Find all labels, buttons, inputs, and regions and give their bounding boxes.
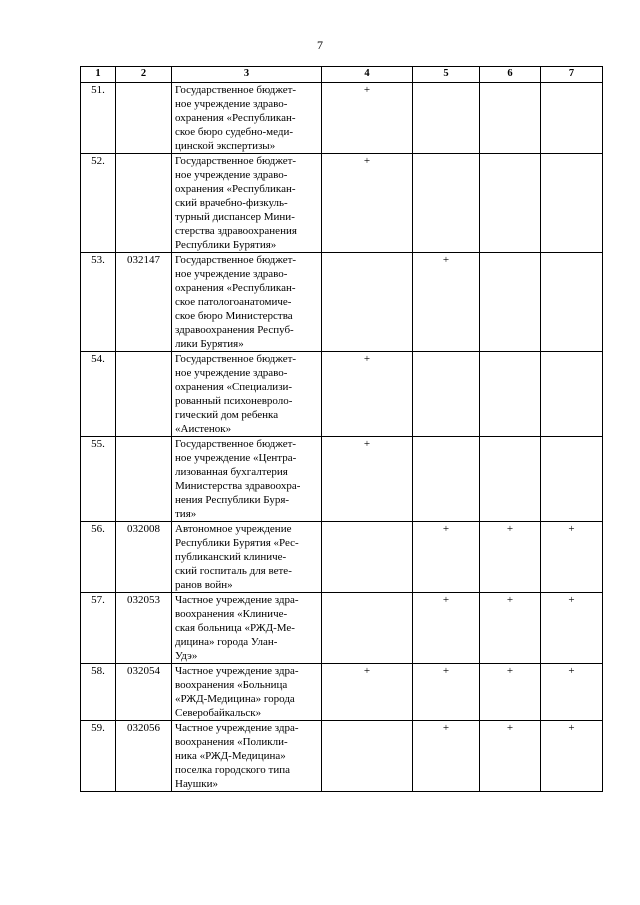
institution-name-line: Государственное бюджет- — [175, 84, 297, 96]
mark-c7 — [541, 154, 603, 253]
institution-name-line: ника «РЖД-Медицина» — [175, 750, 286, 762]
mark-c4 — [322, 593, 413, 664]
institution-name-line: ное учреждение здраво- — [175, 268, 288, 280]
institution-name — [172, 437, 322, 522]
mark-c5 — [413, 437, 480, 522]
mark-c5: + — [413, 522, 480, 593]
institution-name-line: воохранения «Поликли- — [175, 736, 288, 748]
mark-c7 — [541, 83, 603, 154]
institution-name-line: Частное учреждение здра- — [175, 594, 299, 606]
table-row — [81, 83, 603, 154]
row-number: 52. — [81, 154, 116, 253]
institution-name-line: Государственное бюджет- — [175, 438, 297, 450]
institution-name-line: ное учреждение здраво- — [175, 367, 288, 379]
institution-name-line: публиканский клиниче- — [175, 551, 287, 563]
mark-c7 — [541, 253, 603, 352]
col-header-4: 4 — [322, 67, 413, 83]
institution-name-line: ное учреждение здраво- — [175, 169, 288, 181]
mark-c4: + — [322, 83, 413, 154]
institution-name-line: Удэ» — [175, 650, 198, 662]
mark-c6 — [480, 154, 541, 253]
institution-name-line: Наушки» — [175, 778, 218, 790]
institution-name-line: здравоохранения Респуб- — [175, 324, 294, 336]
institution-code: 032147 — [116, 253, 172, 352]
institution-name-line: Республики Бурятия «Рес- — [175, 537, 299, 549]
mark-c6: + — [480, 522, 541, 593]
institution-name-line: ское бюро судебно-меди- — [175, 126, 294, 138]
institution-name — [172, 253, 322, 352]
mark-c6: + — [480, 664, 541, 721]
institution-name-line: тия» — [175, 508, 197, 520]
mark-c5 — [413, 83, 480, 154]
col-header-5: 5 — [413, 67, 480, 83]
institution-name — [172, 154, 322, 253]
institution-name-line: Частное учреждение здра- — [175, 722, 299, 734]
mark-c6 — [480, 352, 541, 437]
institution-name-line: лики Бурятия» — [175, 338, 244, 350]
institution-code — [116, 437, 172, 522]
institution-name-line: охранения «Республикан- — [175, 282, 296, 294]
col-header-3: 3 — [172, 67, 322, 83]
mark-c5: + — [413, 721, 480, 792]
institution-name-line: охранения «Республикан- — [175, 112, 296, 124]
institution-name-line: Частное учреждение здра- — [175, 665, 299, 677]
mark-c4: + — [322, 437, 413, 522]
institution-name-line: Государственное бюджет- — [175, 155, 297, 167]
table-row — [81, 593, 603, 664]
institution-name-line: ское патологоанатомиче- — [175, 296, 292, 308]
institution-name — [172, 522, 322, 593]
mark-c4: + — [322, 154, 413, 253]
mark-c7: + — [541, 593, 603, 664]
table-row — [81, 522, 603, 593]
institution-name-line: Автономное учреждение — [175, 523, 292, 535]
mark-c5: + — [413, 664, 480, 721]
row-number: 59. — [81, 721, 116, 792]
institution-name-line: ранов войн» — [175, 579, 233, 591]
row-number: 56. — [81, 522, 116, 593]
institution-name-line: нения Республики Буря- — [175, 494, 290, 506]
institution-name — [172, 721, 322, 792]
institution-name-line: ская больница «РЖД-Ме- — [175, 622, 295, 634]
institution-name-line: Министерства здравоохра- — [175, 480, 301, 492]
institution-name-line: ский врачебно-физкуль- — [175, 197, 288, 209]
mark-c6: + — [480, 721, 541, 792]
mark-c4 — [322, 253, 413, 352]
row-number: 51. — [81, 83, 116, 154]
institution-code: 032056 — [116, 721, 172, 792]
mark-c4: + — [322, 352, 413, 437]
institution-name-line: Республики Бурятия» — [175, 239, 277, 251]
row-number: 55. — [81, 437, 116, 522]
institution-code — [116, 154, 172, 253]
institution-code: 032008 — [116, 522, 172, 593]
table-row — [81, 437, 603, 522]
institution-name-line: дицина» города Улан- — [175, 636, 278, 648]
row-number: 58. — [81, 664, 116, 721]
table-row — [81, 154, 603, 253]
mark-c6: + — [480, 593, 541, 664]
institution-name-line: ное учреждение «Центра- — [175, 452, 297, 464]
institution-name-line: охранения «Республикан- — [175, 183, 296, 195]
institution-name-line: ское бюро Министерства — [175, 310, 293, 322]
mark-c4: + — [322, 664, 413, 721]
mark-c7 — [541, 352, 603, 437]
institution-code — [116, 83, 172, 154]
mark-c7: + — [541, 522, 603, 593]
mark-c5 — [413, 352, 480, 437]
row-number: 53. — [81, 253, 116, 352]
mark-c4 — [322, 721, 413, 792]
col-header-7: 7 — [541, 67, 603, 83]
mark-c7 — [541, 437, 603, 522]
institution-name-line: «Аистенок» — [175, 423, 232, 435]
mark-c6 — [480, 253, 541, 352]
row-number: 54. — [81, 352, 116, 437]
institution-name-line: лизованная бухгалтерия — [175, 466, 288, 478]
mark-c5: + — [413, 593, 480, 664]
institution-name-line: Государственное бюджет- — [175, 353, 297, 365]
institution-name-line: ное учреждение здраво- — [175, 98, 288, 110]
institution-name — [172, 664, 322, 721]
mark-c7: + — [541, 721, 603, 792]
page-number: 7 — [317, 38, 323, 52]
institution-name-line: цинской экспертизы» — [175, 140, 276, 152]
institution-code: 032054 — [116, 664, 172, 721]
institution-name-line: охранения «Специализи- — [175, 381, 293, 393]
institution-name-line: ский госпиталь для вете- — [175, 565, 292, 577]
institution-name-line: воохранения «Клиниче- — [175, 608, 288, 620]
mark-c6 — [480, 437, 541, 522]
institution-name-line: Государственное бюджет- — [175, 254, 297, 266]
mark-c7: + — [541, 664, 603, 721]
institution-name-line: Северобайкальск» — [175, 707, 262, 719]
institution-name-line: поселка городского типа — [175, 764, 290, 776]
header-row — [81, 67, 603, 83]
row-number: 57. — [81, 593, 116, 664]
institution-name-line: турный диспансер Мини- — [175, 211, 295, 223]
institution-name-line: рованный психоневроло- — [175, 395, 293, 407]
mark-c5 — [413, 154, 480, 253]
mark-c6 — [480, 83, 541, 154]
col-header-1: 1 — [81, 67, 116, 83]
table-row — [81, 721, 603, 792]
mark-c5: + — [413, 253, 480, 352]
institution-name — [172, 352, 322, 437]
mark-c4 — [322, 522, 413, 593]
institution-name — [172, 593, 322, 664]
institution-code — [116, 352, 172, 437]
table-row — [81, 253, 603, 352]
col-header-6: 6 — [480, 67, 541, 83]
institution-name-line: воохранения «Больница — [175, 679, 288, 691]
institution-name-line: стерства здравоохранения — [175, 225, 297, 237]
table-row — [81, 352, 603, 437]
institution-name-line: гический дом ребенка — [175, 409, 279, 421]
institution-code: 032053 — [116, 593, 172, 664]
institutions-table — [80, 66, 603, 792]
institution-name — [172, 83, 322, 154]
institution-name-line: «РЖД-Медицина» города — [175, 693, 295, 705]
table-row — [81, 664, 603, 721]
col-header-2: 2 — [116, 67, 172, 83]
